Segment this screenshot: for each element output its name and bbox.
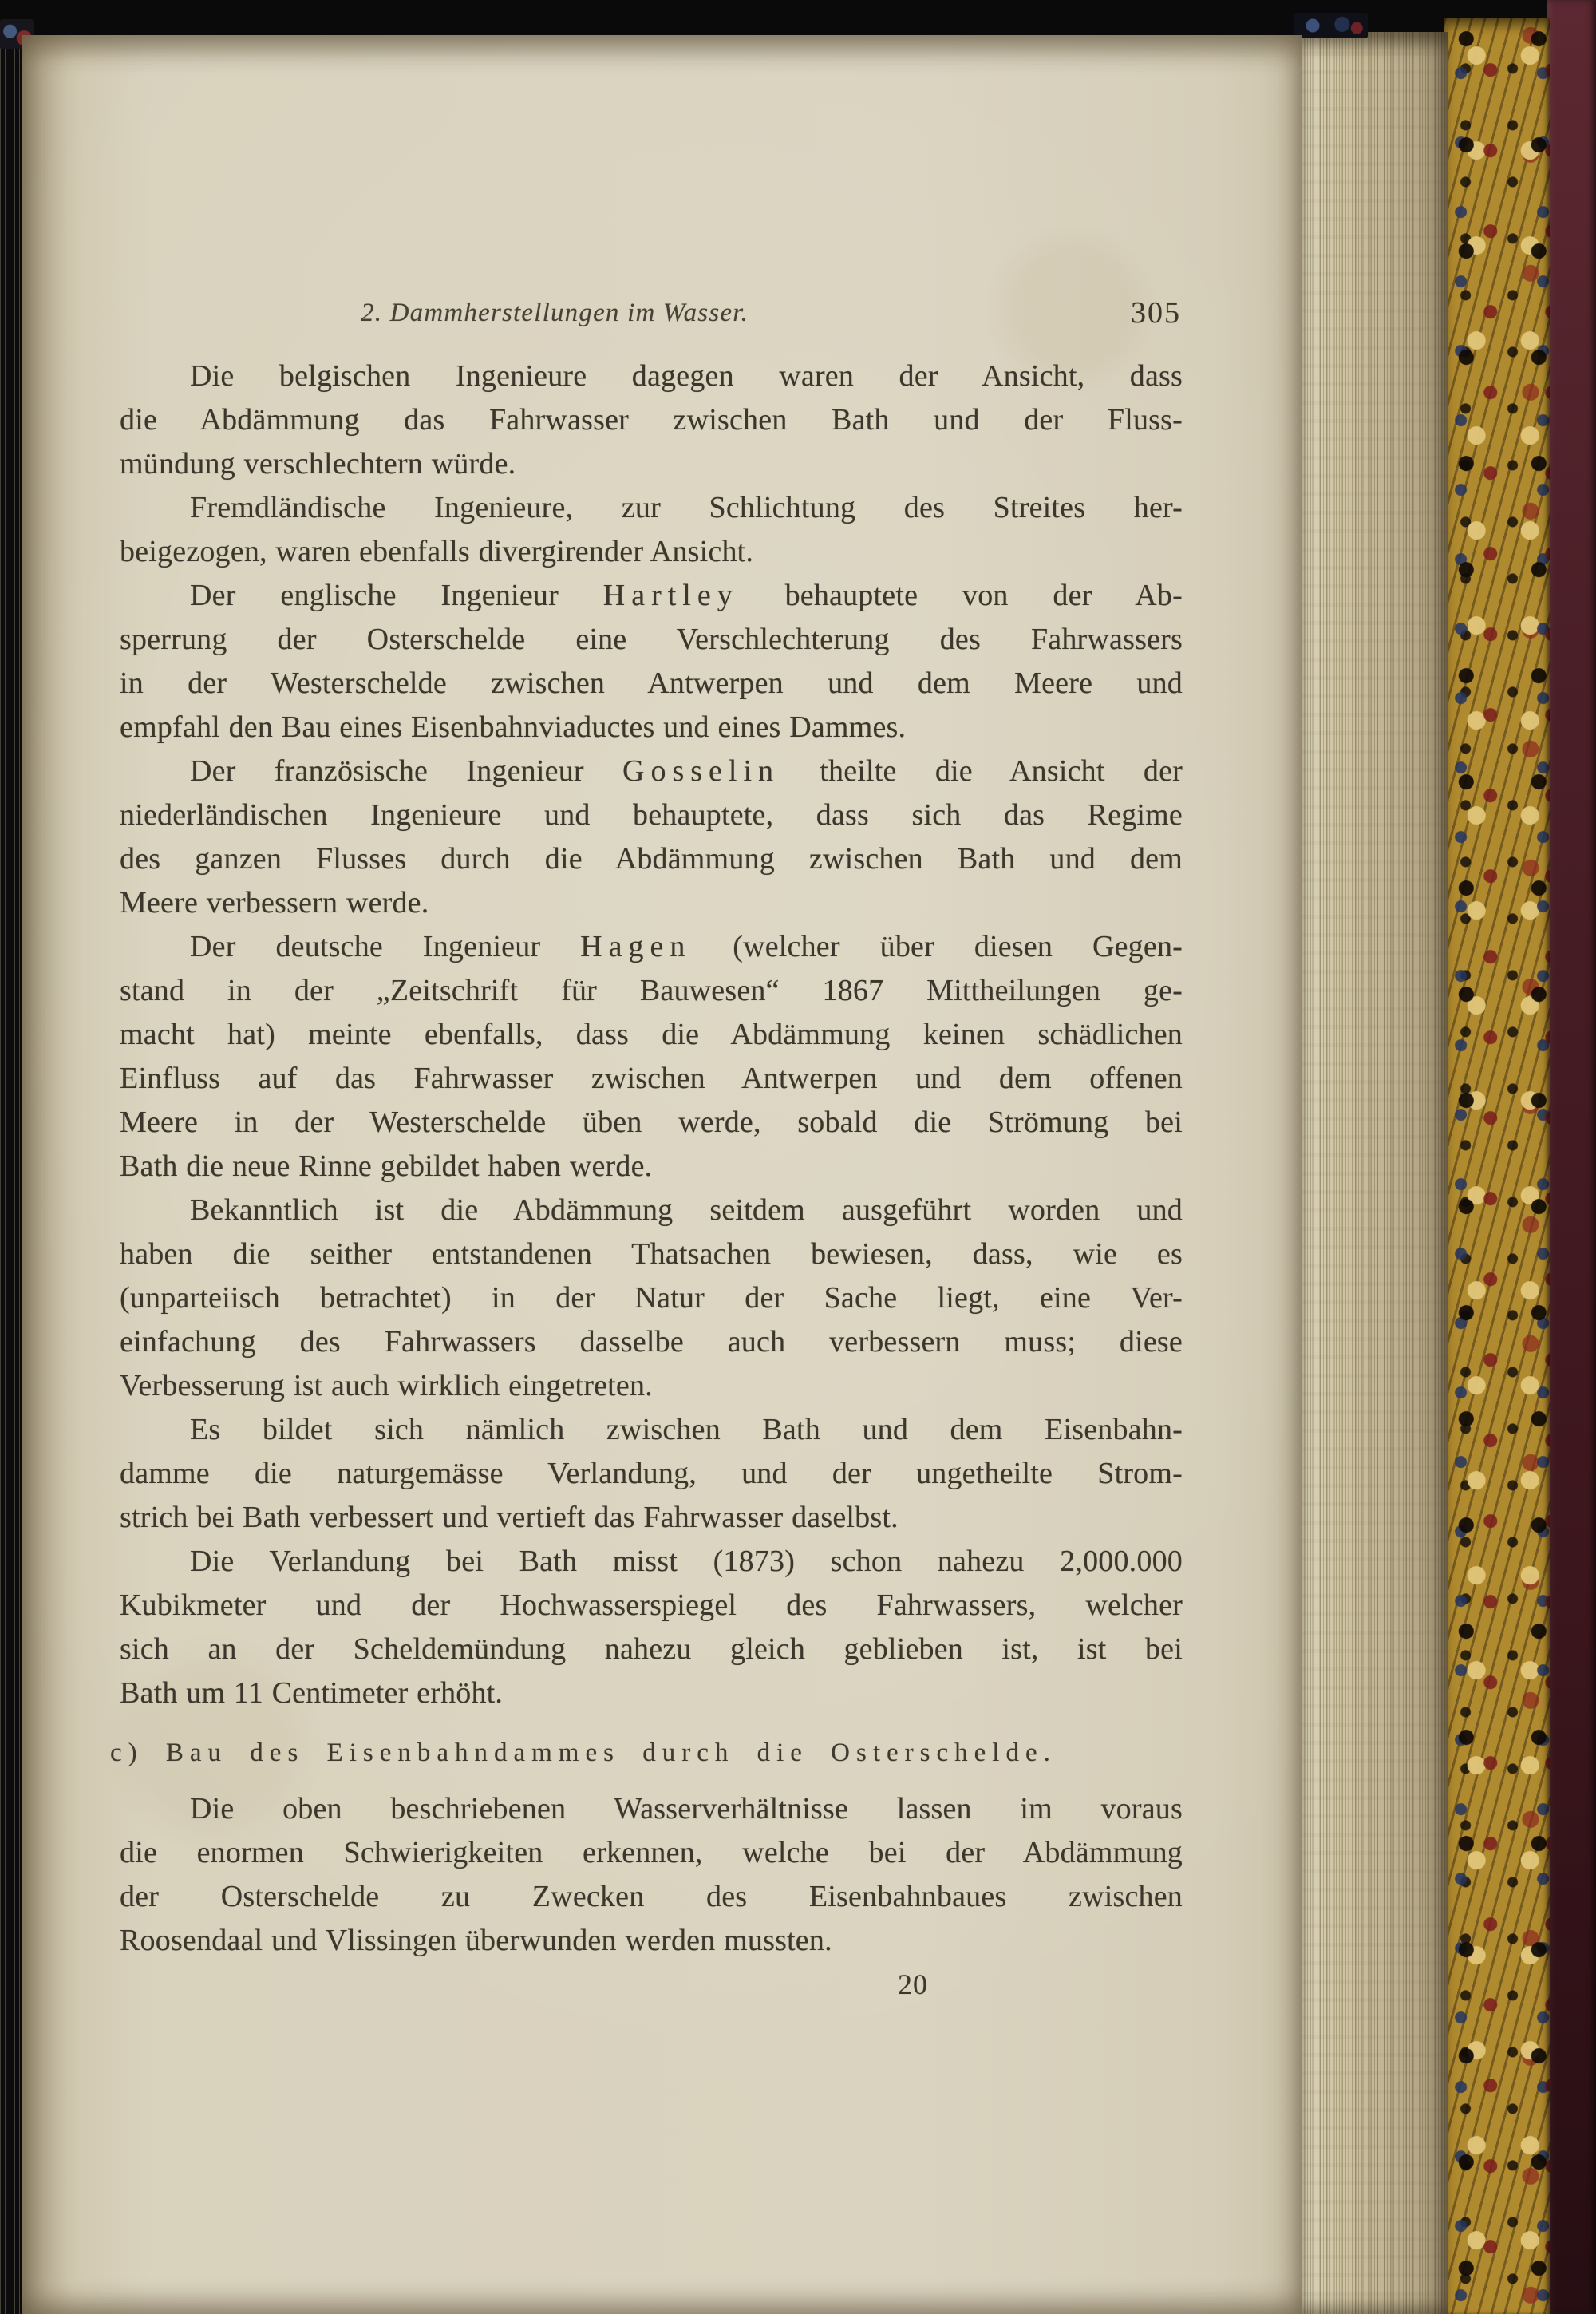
- paragraph: [120, 1408, 1183, 1540]
- text-line: empfahl den Bau eines Eisenbahnviaductes und eines Dammes.: [120, 710, 907, 744]
- leather-cover-edge: [1547, 0, 1596, 2314]
- page-fore-edge-stack: [1298, 32, 1448, 2314]
- text-line: Fremdländische Ingenieure, zur Schlichtung des Streites her-: [190, 491, 1183, 524]
- text-line: Die Verlandung bei Bath misst (1873) schon nahezu 2,000.000: [190, 1545, 1183, 1578]
- text-line: Der deutsche Ingenieur Hagen (welcher über diesen Gegen-: [190, 930, 1183, 963]
- section-heading: c) Bau des Eisenbahndammes durch die Osterschelde.: [110, 1738, 1057, 1767]
- text-line: in der Westerschelde zwischen Antwerpen und dem Meere und: [120, 667, 1183, 700]
- paragraph: [120, 574, 1183, 750]
- body-text: [110, 354, 1183, 2003]
- text-line: die Abdämmung das Fahrwasser zwischen Bath und der Fluss-: [120, 403, 1183, 437]
- text-line: Bath die neue Rinne gebildet haben werde.: [120, 1149, 653, 1183]
- text-line: niederländischen Ingenieure und behauptete, dass sich das Regime: [120, 798, 1183, 832]
- text-line: des ganzen Flusses durch die Abdämmung zwischen Bath und dem: [120, 842, 1183, 876]
- text-line: damme die naturgemässe Verlandung, und der ungetheilte Strom-: [120, 1457, 1183, 1490]
- text-area: [110, 35, 1183, 2314]
- book-page: [22, 35, 1302, 2314]
- paragraph: [120, 1189, 1183, 1408]
- text-line: sich an der Scheldemündung nahezu gleich geblieben ist, ist bei: [120, 1632, 1183, 1666]
- page-number: 305: [1131, 296, 1181, 330]
- text-line: Der französische Ingenieur Gosselin theilte die Ansicht der: [190, 754, 1183, 788]
- text-line: Es bildet sich nämlich zwischen Bath und dem Eisenbahn-: [190, 1413, 1183, 1446]
- paragraph: [120, 1540, 1183, 1715]
- top-right-marble-accent: [1294, 13, 1368, 38]
- marbled-endpaper: [1444, 18, 1550, 2314]
- text-line: mündung verschlechtern würde.: [120, 447, 516, 481]
- text-line: sperrung der Osterschelde eine Verschlechterung des Fahrwassers: [120, 623, 1183, 656]
- paragraph: [120, 486, 1183, 574]
- text-line: Meere verbessern werde.: [120, 886, 429, 920]
- text-line: Verbesserung ist auch wirklich eingetreten.: [120, 1369, 653, 1402]
- text-line: einfachung des Fahrwassers dasselbe auch verbessern muss; diese: [120, 1325, 1183, 1359]
- text-line: Meere in der Westerschelde üben werde, sobald die Strömung bei: [120, 1106, 1183, 1139]
- paragraph: [120, 925, 1183, 1189]
- text-line: strich bei Bath verbessert und vertieft das Fahrwasser daselbst.: [120, 1501, 899, 1534]
- text-line: Einfluss auf das Fahrwasser zwischen Antwerpen und dem offenen: [120, 1062, 1183, 1095]
- text-line: Kubikmeter und der Hochwasserspiegel des Fahrwassers, welcher: [120, 1588, 1183, 1622]
- text-line: Roosendaal und Vlissingen überwunden werden mussten.: [120, 1924, 832, 1957]
- signature-mark: 20: [898, 1968, 928, 2000]
- text-line: haben die seither entstandenen Thatsachen bewiesen, dass, wie es: [120, 1237, 1183, 1271]
- text-line: macht hat) meinte ebenfalls, dass die Abdämmung keinen schädlichen: [120, 1018, 1183, 1051]
- paragraph: [120, 354, 1183, 486]
- paragraph: [120, 750, 1183, 925]
- text-line: Bekanntlich ist die Abdämmung seitdem ausgeführt worden und: [190, 1193, 1183, 1227]
- paragraph: [120, 1787, 1183, 1963]
- text-line: Die oben beschriebenen Wasserverhältnisse lassen im voraus: [190, 1792, 1183, 1825]
- text-line: die enormen Schwierigkeiten erkennen, welche bei der Abdämmung: [120, 1836, 1183, 1869]
- text-line: beigezogen, waren ebenfalls divergirender Ansicht.: [120, 535, 754, 568]
- text-line: stand in der „Zeitschrift für Bauwesen“ 1867 Mittheilungen ge-: [120, 974, 1183, 1007]
- text-line: Bath um 11 Centimeter erhöht.: [120, 1676, 504, 1710]
- text-line: Die belgischen Ingenieure dagegen waren der Ansicht, dass: [190, 359, 1183, 393]
- text-line: der Osterschelde zu Zwecken des Eisenbahnbaues zwischen: [120, 1880, 1183, 1913]
- text-line: (unparteiisch betrachtet) in der Natur der Sache liegt, eine Ver-: [120, 1281, 1183, 1315]
- text-line: Der englische Ingenieur Hartley behauptete von der Ab-: [190, 579, 1183, 612]
- running-header: [120, 295, 1183, 335]
- left-binding-edge: [0, 35, 24, 2314]
- running-header-title: 2. Dammherstellungen im Wasser.: [361, 299, 749, 327]
